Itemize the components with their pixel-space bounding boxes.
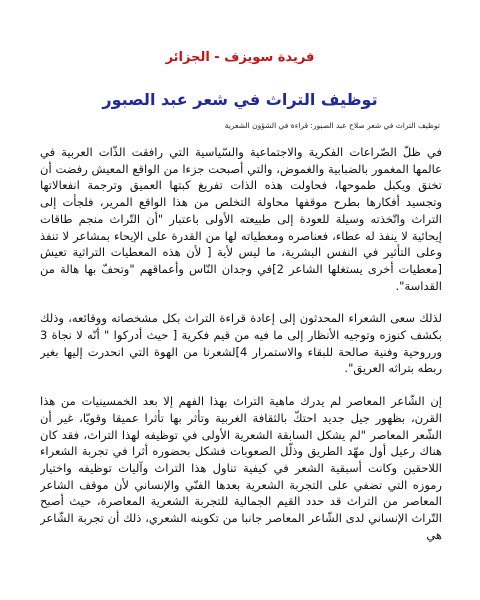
article-subtitle: توظيف التراث في شعر صلاح عبد الصبور: قراءة في الشؤون الشعرية [224,121,440,130]
author-line: فريدة سويزف - الجزائر [165,50,315,65]
body-paragraph-1: في ظلّ الصّراعات الفكرية والاجتماعية والسّياسية التي رافقت الذّات العربية في عالمها المغمور بالضبابية والغموض، والتي أصبحت جزءا من الواقع المعيش رفضت أن تخنق ويكبل طموحها، فحاولت هذه الذات تفريغ كبتها العميق وترجمة انفعالاتها وتجسيد أفكارها بطرح موقفها محاولة التخلص من هذا الواقع المرير، فلجأت إلى التراث واتّخذته وسيلة للعودة إلى طبيعته الأولى باعتبار "أن التّراث منجم طاقات إيحائية لا ينفذ له عطاء، فعناصره ومعطياته لها من القدرة على الإيحاء بمشاعر لا تنفذ وعلى التأثير في النفس البشرية، ما ليس لأية [ لأن هذه المعطيات التراثية تعيش [معطيات أخرى يستغلها الشاعر 2]في وجدان النّاس وأعماقهم "وتحفّ بها هالة من القداسة". [40,145,442,293]
body-paragraph-3: إن الشّاعر المعاصر لم يدرك ماهية التراث بهذا الفهم إلا بعد الخمسينيات من هذا القرن، بظهور جيل جديد احتكّ بالثقافة الغربية وتأثر بها تأثرا عميقا وقويّا، غير أن الشّعر المعاصر "لم يشكل السابقة الشعرية الأولى في توظيفه لهذا التراث، فقد كان هناك رعيل أول مهّد الطريق وذلّل الصعوبات فشكل بحضوره أثرا في تجربة الشعراء اللاحقين وكانت أسبقية الشعر في كيفية تناول هذا التراث وآليات توظيفه واختيار رموزه التي تضفي على التجربة الشعرية بعدها الفنّي والإنساني لأن موقف الشاعر المعاصر من التراث قد حدد القيم الجمالية للتجربة الشعرية المعاصرة، حيث أصبح التّراث الإنساني لدى الشّاعر المعاصر جانبا من تكوينه الشعري، ذلك أن تجربة الشّاعر هي [40,394,442,542]
article-title: توظيف التراث في شعر عبد الصبور [102,90,378,109]
body-paragraph-2: لذلك سعى الشعراء المحدثون إلى إعادة قراءة التراث بكل مشخصاته ووقائعه، وذلك بكشف كنوزه وتوجيه الأنظار إلى ما فيه من قيم فكرية [ حيث أدركوا " أنّه لا نجاة 3 ورروحية وفنية صالحة للبقاء والاستمرار 4]لشعرنا من الهوة التي انحدرت إليها بغير ربطه بتراثه العريق". [40,311,442,376]
article-body [40,144,442,596]
